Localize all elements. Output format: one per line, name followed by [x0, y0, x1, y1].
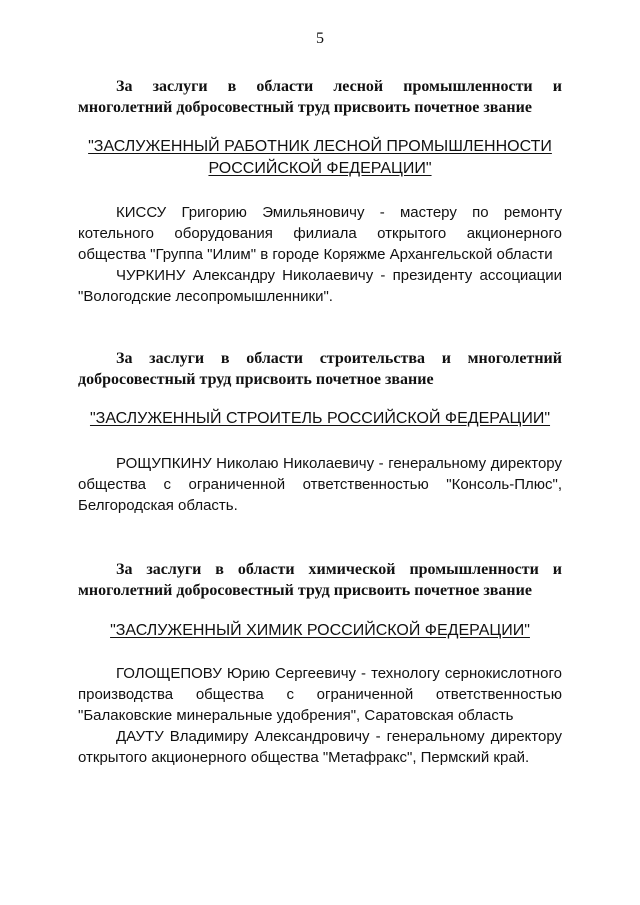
section-1-intro-line2: многолетний добросовестный труд присвоить почетное звание — [78, 99, 532, 116]
section-2-title: "ЗАСЛУЖЕННЫЙ СТРОИТЕЛЬ РОССИЙСКОЙ ФЕДЕРАЦИИ" — [89, 410, 551, 427]
section-3-intro-line2: многолетний добросовестный труд присвоить почетное звание — [78, 582, 532, 599]
section-1-title: "ЗАСЛУЖЕННЫЙ РАБОТНИК ЛЕСНОЙ ПРОМЫШЛЕННОСТИ РОССИЙСКОЙ ФЕДЕРАЦИИ" — [88, 138, 552, 177]
awardee-roshchupkin: РОЩУПКИНУ Николаю Николаевичу - генеральному директору общества с ограниченной ответственностью "Консоль-Плюс", Белгородская область. — [78, 455, 562, 514]
section-3-intro — [78, 559, 562, 601]
page-number: 5 — [316, 30, 324, 47]
section-3-awardees — [78, 663, 562, 768]
awardee-churkin: ЧУРКИНУ Александру Николаевичу - президенту ассоциации "Вологодские лесопромышленники". — [78, 267, 562, 305]
awardee-daut: ДАУТУ Владимиру Александровичу - генеральному директору открытого акционерного общества "Метафракс", Пермский край. — [78, 728, 562, 766]
awardee-kissu: КИССУ Григорию Эмильяновичу - мастеру по ремонту котельного оборудования филиала открытого акционерного общества "Группа "Илим" в городе Коряжме Архангельской области — [78, 204, 562, 263]
section-3-intro-line1: За заслуги в области химической промышленности и — [116, 561, 562, 578]
section-1-awardees — [78, 202, 562, 307]
section-1-intro-line1: За заслуги в области лесной промышленности и — [116, 78, 562, 95]
section-2-awardees — [78, 453, 562, 516]
awardee-goloshchepov: ГОЛОЩЕПОВУ Юрию Сергеевичу - технологу сернокислотного производства общества с ограниченной ответственностью "Балаковские минеральные удобрения", Саратовская область — [78, 665, 562, 724]
section-3-title: "ЗАСЛУЖЕННЫЙ ХИМИК РОССИЙСКОЙ ФЕДЕРАЦИИ" — [110, 622, 530, 639]
section-2-intro-line1: За заслуги в области строительства и многолетний — [116, 350, 562, 367]
section-2-intro — [78, 348, 562, 390]
section-1-intro — [78, 76, 562, 118]
section-2-intro-line2: добросовестный труд присвоить почетное звание — [78, 371, 434, 388]
